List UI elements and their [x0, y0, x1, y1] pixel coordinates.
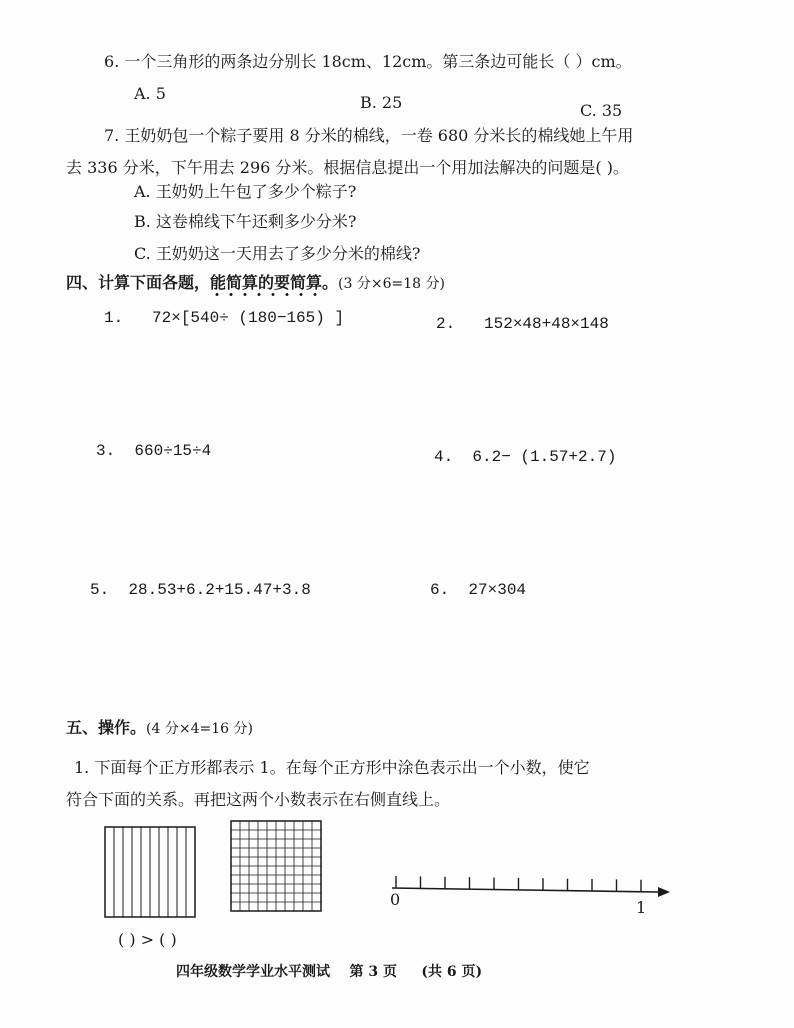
- calc-number: 6.: [430, 581, 450, 599]
- calc-number: 5.: [90, 581, 110, 599]
- calc-expression: 6.2− (1.57+2.7): [472, 448, 617, 466]
- section5-score: (4 分×4=16 分): [146, 721, 253, 737]
- section4-title-emphasis: 能简算的要简算: [210, 273, 322, 297]
- calc-problem-5: [90, 580, 311, 600]
- calc-expression: 28.53+6.2+15.47+3.8: [128, 581, 311, 599]
- calc-expression: 660÷15÷4: [134, 442, 212, 460]
- section4-title-prefix: 四、计算下面各题，: [66, 273, 211, 292]
- section4-title-suffix: 。: [322, 273, 339, 292]
- calc-number: 2.: [436, 315, 456, 333]
- footer-total: (共 6 页): [421, 964, 483, 980]
- footer-page: 第 3 页: [349, 964, 397, 980]
- number-line[interactable]: [388, 860, 674, 900]
- q7-option-a: A. 王奶奶上午包了多少个粽子?: [134, 182, 357, 201]
- calc-problem-1: [104, 308, 344, 328]
- compare-blanks[interactable]: ( ) > ( ): [118, 930, 177, 949]
- footer-test-name: 四年级数学学业水平测试: [176, 964, 330, 980]
- calc-number: 4.: [434, 448, 454, 466]
- number-line-zero: 0: [390, 890, 401, 909]
- section4-score: (3 分×6=18 分): [338, 276, 445, 292]
- section4-heading: [66, 273, 445, 294]
- calc-expression: 27×304: [468, 581, 527, 599]
- q7-stem-line1: 7. 王奶奶包一个粽子要用 8 分米的棉线，一卷 680 分米长的棉线她上午用: [104, 126, 634, 145]
- q7-option-c: C. 王奶奶这一天用去了多少分米的棉线?: [134, 244, 421, 263]
- number-line-one: 1: [636, 898, 647, 917]
- calc-problem-6: [430, 580, 526, 600]
- section5-q1-line2: 符合下面的关系。再把这两个小数表示在右侧直线上。: [66, 790, 451, 809]
- q6-stem: 6. 一个三角形的两条边分别长 18cm、12cm。第三条边可能长（ ）cm。: [104, 52, 632, 71]
- footer: [176, 962, 482, 982]
- q7-option-b: B. 这卷棉线下午还剩多少分米?: [134, 212, 357, 231]
- hundredths-square[interactable]: [230, 820, 322, 912]
- calc-number: 1.: [104, 309, 124, 327]
- q6-option-b: B. 25: [360, 93, 403, 112]
- q6-option-c: C. 35: [580, 101, 623, 120]
- calc-expression: 152×48+48×148: [484, 315, 609, 333]
- q7-stem-line2: 去 336 分米，下午用去 296 分米。根据信息提出一个用加法解决的问题是( )。: [66, 158, 629, 177]
- section5-q1-line1: 1. 下面每个正方形都表示 1。在每个正方形中涂色表示出一个小数，使它: [74, 758, 590, 777]
- arrow-head-icon: [658, 887, 670, 897]
- section5-heading: [66, 718, 253, 739]
- section5-title: 五、操作。: [66, 718, 147, 737]
- tenths-square[interactable]: [104, 826, 196, 918]
- calc-problem-2: [436, 314, 609, 334]
- q6-option-a: A. 5: [134, 84, 166, 103]
- calc-number: 3.: [96, 442, 116, 460]
- calc-expression: 72×[540÷ (180−165) ]: [152, 309, 345, 327]
- calc-problem-3: [96, 441, 211, 461]
- calc-problem-4: [434, 447, 616, 467]
